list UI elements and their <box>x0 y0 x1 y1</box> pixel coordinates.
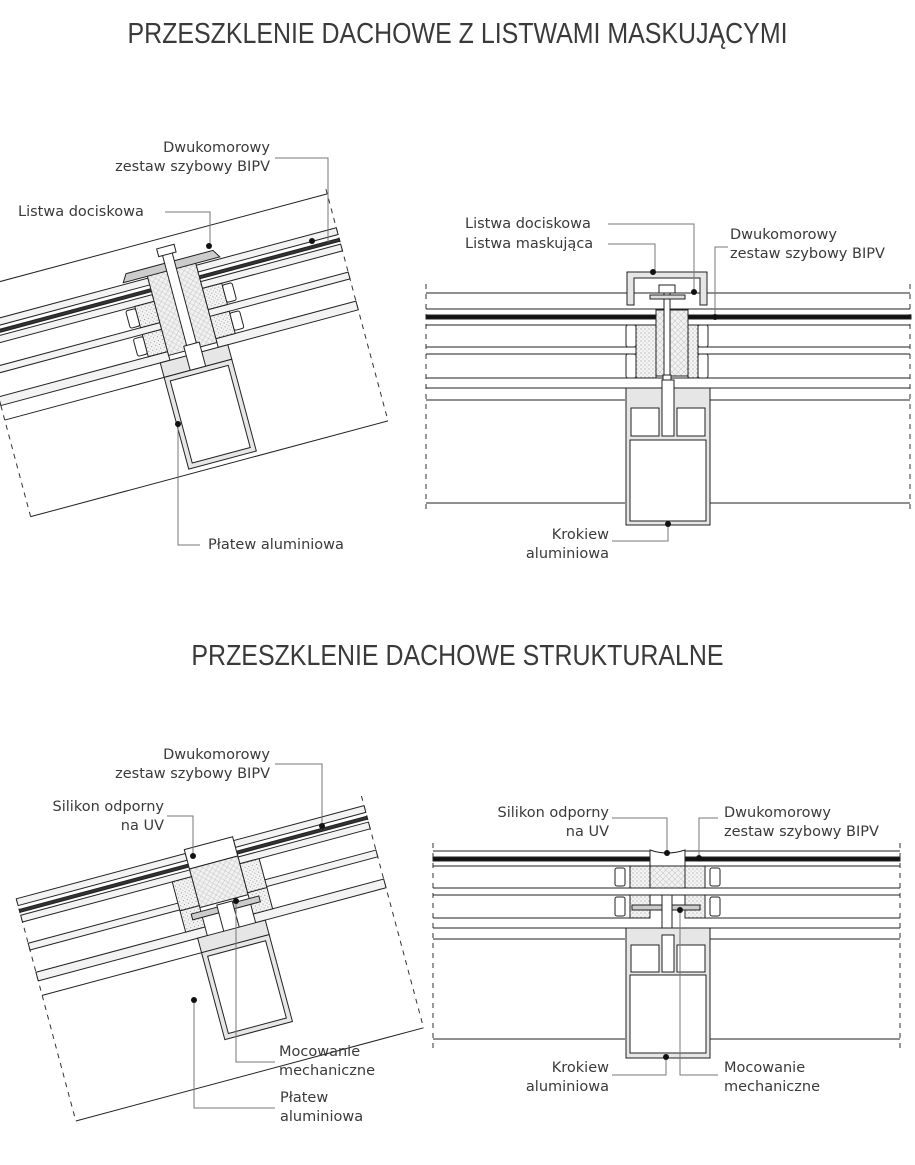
label-cover-strip: Listwa maskująca <box>465 236 594 252</box>
section-title-structural: PRZESZKLENIE DACHOWE STRUKTURALNE <box>191 640 724 672</box>
label-glazing-unit: Dwukomorowy zestaw szybowy BIPV <box>115 747 270 782</box>
label-rafter: Krokiew aluminiowa <box>525 527 609 562</box>
diagram-top-right <box>426 272 911 525</box>
label-purlin: Płatew aluminiowa <box>280 1090 364 1125</box>
diagram-top-left <box>0 189 388 517</box>
diagram-bottom-right <box>433 843 900 1058</box>
label-rafter: Krokiew aluminiowa <box>525 1060 609 1095</box>
label-glazing-unit: Dwukomorowy zestaw szybowy BIPV <box>724 805 879 840</box>
label-glazing-unit: Dwukomorowy zestaw szybowy BIPV <box>115 140 270 175</box>
label-uv-silicone: Silikon odporny na UV <box>52 799 164 834</box>
label-mechanical-fixing: Mocowanie mechaniczne <box>724 1060 821 1095</box>
label-uv-silicone: Silikon odporny na UV <box>497 805 609 840</box>
label-pressure-strip: Listwa dociskowa <box>18 204 144 220</box>
label-pressure-strip: Listwa dociskowa <box>465 216 591 232</box>
label-glazing-unit: Dwukomorowy zestaw szybowy BIPV <box>730 227 885 262</box>
label-mechanical-fixing: Mocowanie mechaniczne <box>279 1044 376 1079</box>
label-purlin: Płatew aluminiowa <box>208 537 344 553</box>
section-title-masking-strips: PRZESZKLENIE DACHOWE Z LISTWAMI MASKUJĄCYMI <box>127 18 788 50</box>
